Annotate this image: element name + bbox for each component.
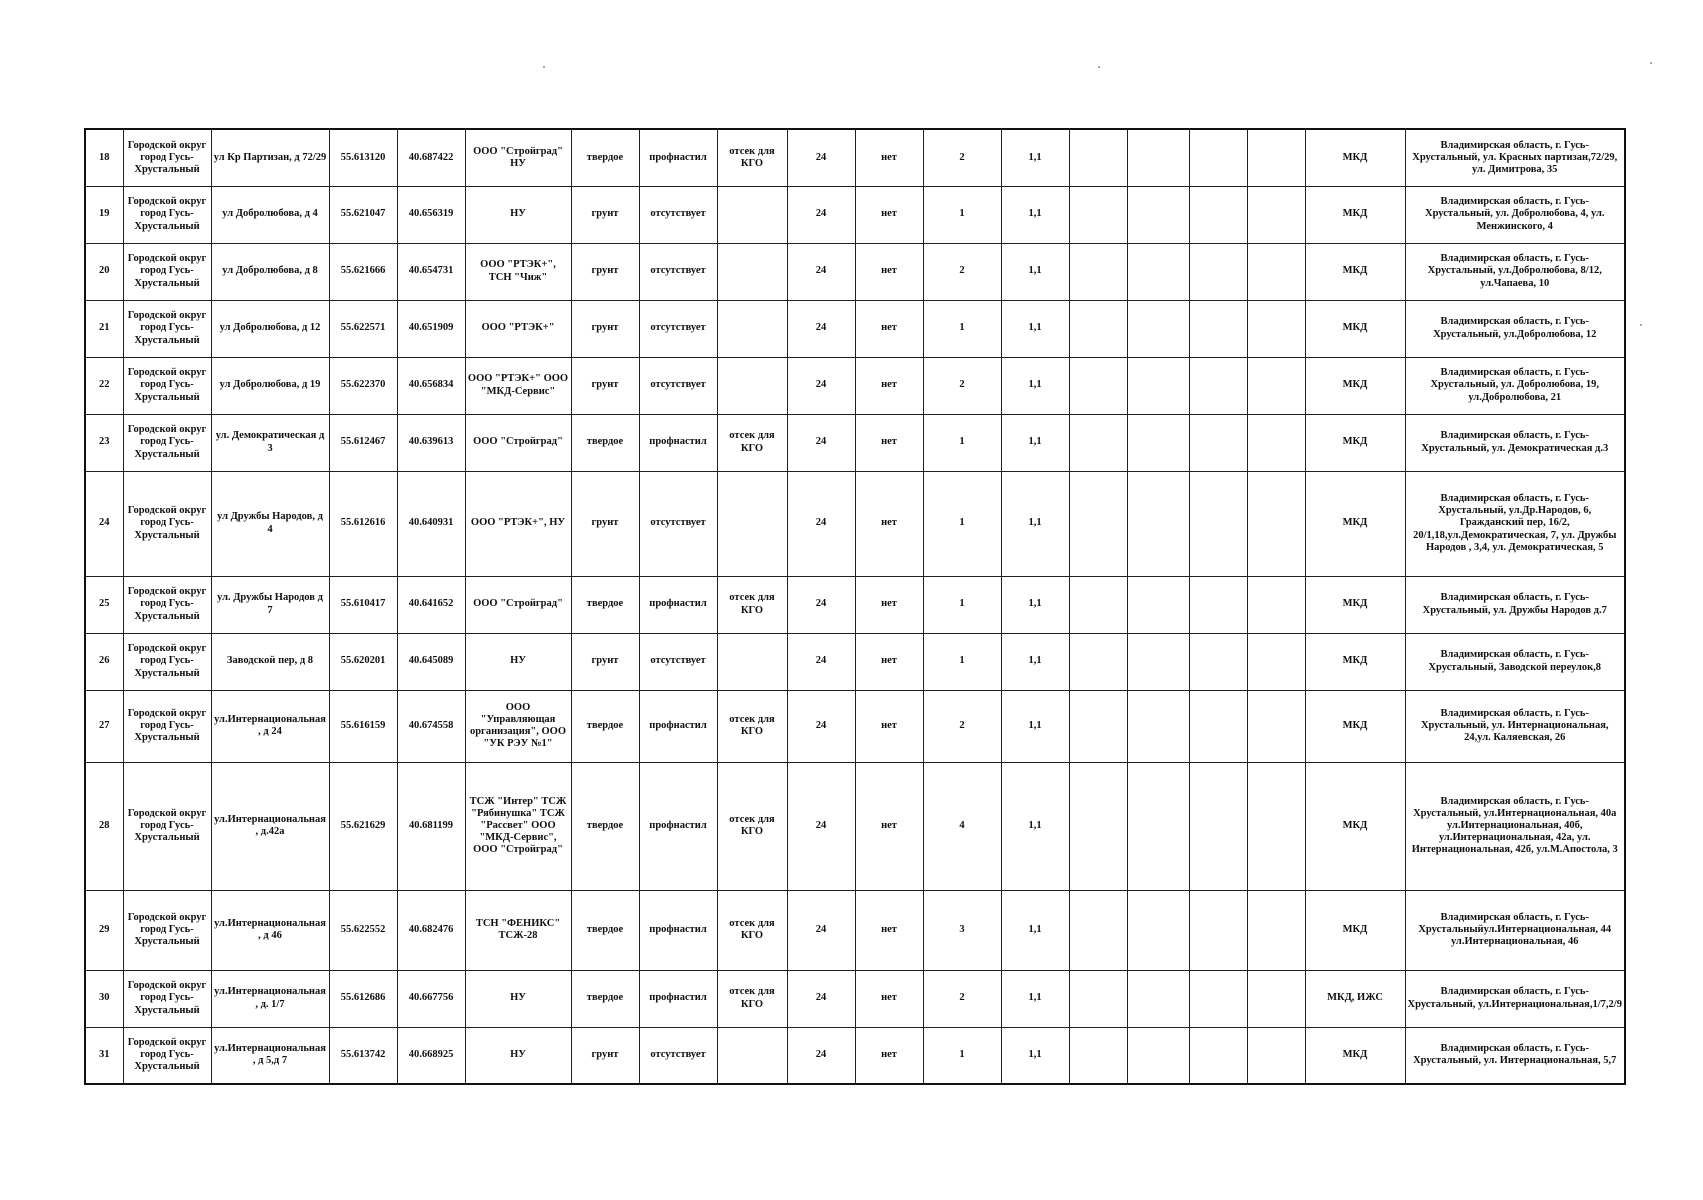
- container-volume-cell: 1,1: [1001, 890, 1069, 970]
- scan-speck: [543, 66, 545, 68]
- fence-cell: профнастил: [639, 414, 717, 471]
- canopy-cell: нет: [855, 357, 923, 414]
- row-number: 31: [85, 1027, 123, 1084]
- waste-sites-table: [84, 128, 1626, 1085]
- longitude-cell: 40.667756: [397, 970, 465, 1027]
- served-addresses-cell: Владимирская область, г. Гусь-Хрустальный, ул. Добролюбова, 19, ул.Добролюбова, 21: [1405, 357, 1625, 414]
- table-row: [85, 576, 1625, 633]
- fence-cell: профнастил: [639, 970, 717, 1027]
- served-addresses-cell: Владимирская область, г. Гусь-Хрустальный, ул. Дружбы Народов д.7: [1405, 576, 1625, 633]
- address-cell: ул.Интернациональная, д 46: [211, 890, 329, 970]
- latitude-cell: 55.621629: [329, 762, 397, 890]
- row-number: 26: [85, 633, 123, 690]
- fence-cell: профнастил: [639, 890, 717, 970]
- canopy-cell: нет: [855, 471, 923, 576]
- kgo-cell: [717, 1027, 787, 1084]
- table-row: [85, 414, 1625, 471]
- table-row: [85, 762, 1625, 890]
- empty-cell: [1127, 414, 1189, 471]
- address-cell: ул Добролюбова, д 19: [211, 357, 329, 414]
- empty-cell: [1127, 762, 1189, 890]
- table-row: [85, 186, 1625, 243]
- latitude-cell: 55.616159: [329, 690, 397, 762]
- area-cell: 24: [787, 129, 855, 186]
- served-addresses-cell: Владимирская область, г. Гусь-Хрустальный, ул. Интернациональная, 5,7: [1405, 1027, 1625, 1084]
- empty-cell: [1247, 300, 1305, 357]
- area-cell: 24: [787, 633, 855, 690]
- container-count-cell: 1: [923, 300, 1001, 357]
- empty-cell: [1189, 690, 1247, 762]
- container-count-cell: 1: [923, 414, 1001, 471]
- longitude-cell: 40.651909: [397, 300, 465, 357]
- longitude-cell: 40.656319: [397, 186, 465, 243]
- kgo-cell: [717, 243, 787, 300]
- row-number: 30: [85, 970, 123, 1027]
- empty-cell: [1247, 414, 1305, 471]
- kgo-cell: отсек для КГО: [717, 762, 787, 890]
- owner-cell: НУ: [465, 970, 571, 1027]
- served-addresses-cell: Владимирская область, г. Гусь-Хрустальный, ул. Красных партизан,72/29, ул. Димитрова, 35: [1405, 129, 1625, 186]
- address-cell: ул Кр Партизан, д 72/29: [211, 129, 329, 186]
- canopy-cell: нет: [855, 690, 923, 762]
- address-cell: ул Дружбы Народов, д 4: [211, 471, 329, 576]
- area-cell: 24: [787, 762, 855, 890]
- canopy-cell: нет: [855, 186, 923, 243]
- empty-cell: [1069, 633, 1127, 690]
- owner-cell: НУ: [465, 186, 571, 243]
- container-count-cell: 1: [923, 1027, 1001, 1084]
- empty-cell: [1189, 1027, 1247, 1084]
- area-cell: 24: [787, 300, 855, 357]
- area-cell: 24: [787, 970, 855, 1027]
- kgo-cell: [717, 471, 787, 576]
- canopy-cell: нет: [855, 129, 923, 186]
- empty-cell: [1127, 186, 1189, 243]
- area-cell: 24: [787, 414, 855, 471]
- table-row: [85, 471, 1625, 576]
- container-volume-cell: 1,1: [1001, 471, 1069, 576]
- empty-cell: [1189, 970, 1247, 1027]
- municipality-cell: Городской округ город Гусь-Хрустальный: [123, 414, 211, 471]
- surface-cell: твердое: [571, 414, 639, 471]
- owner-cell: ООО "Стройград": [465, 414, 571, 471]
- scan-speck: [1650, 62, 1652, 64]
- empty-cell: [1247, 129, 1305, 186]
- canopy-cell: нет: [855, 576, 923, 633]
- building-type-cell: МКД: [1305, 300, 1405, 357]
- area-cell: 24: [787, 471, 855, 576]
- building-type-cell: МКД: [1305, 414, 1405, 471]
- fence-cell: отсутствует: [639, 357, 717, 414]
- empty-cell: [1247, 890, 1305, 970]
- surface-cell: твердое: [571, 129, 639, 186]
- fence-cell: отсутствует: [639, 300, 717, 357]
- surface-cell: грунт: [571, 186, 639, 243]
- container-volume-cell: 1,1: [1001, 300, 1069, 357]
- canopy-cell: нет: [855, 633, 923, 690]
- building-type-cell: МКД: [1305, 471, 1405, 576]
- address-cell: ул. Дружбы Народов д 7: [211, 576, 329, 633]
- empty-cell: [1069, 576, 1127, 633]
- row-number: 29: [85, 890, 123, 970]
- empty-cell: [1189, 243, 1247, 300]
- fence-cell: отсутствует: [639, 471, 717, 576]
- address-cell: ул Добролюбова, д 8: [211, 243, 329, 300]
- address-cell: Заводской пер, д 8: [211, 633, 329, 690]
- longitude-cell: 40.645089: [397, 633, 465, 690]
- longitude-cell: 40.654731: [397, 243, 465, 300]
- container-volume-cell: 1,1: [1001, 186, 1069, 243]
- area-cell: 24: [787, 186, 855, 243]
- latitude-cell: 55.612467: [329, 414, 397, 471]
- canopy-cell: нет: [855, 970, 923, 1027]
- table-row: [85, 890, 1625, 970]
- row-number: 22: [85, 357, 123, 414]
- owner-cell: ООО "Стройград": [465, 576, 571, 633]
- empty-cell: [1127, 129, 1189, 186]
- latitude-cell: 55.622552: [329, 890, 397, 970]
- owner-cell: ТСЖ "Интер" ТСЖ "Рябинушка" ТСЖ "Рассвет" ООО "МКД-Сервис", ООО "Стройград": [465, 762, 571, 890]
- municipality-cell: Городской округ город Гусь-Хрустальный: [123, 357, 211, 414]
- kgo-cell: [717, 357, 787, 414]
- container-count-cell: 4: [923, 762, 1001, 890]
- served-addresses-cell: Владимирская область, г. Гусь-Хрустальный, Заводской переулок,8: [1405, 633, 1625, 690]
- fence-cell: отсутствует: [639, 1027, 717, 1084]
- surface-cell: твердое: [571, 576, 639, 633]
- surface-cell: твердое: [571, 890, 639, 970]
- empty-cell: [1127, 690, 1189, 762]
- latitude-cell: 55.610417: [329, 576, 397, 633]
- container-count-cell: 1: [923, 633, 1001, 690]
- surface-cell: грунт: [571, 243, 639, 300]
- owner-cell: ООО "РТЭК+", НУ: [465, 471, 571, 576]
- row-number: 21: [85, 300, 123, 357]
- empty-cell: [1069, 243, 1127, 300]
- table-row: [85, 300, 1625, 357]
- owner-cell: ООО "Управляющая организация", ООО "УК РЭУ №1": [465, 690, 571, 762]
- address-cell: ул.Интернациональная, д.42а: [211, 762, 329, 890]
- container-volume-cell: 1,1: [1001, 762, 1069, 890]
- row-number: 28: [85, 762, 123, 890]
- municipality-cell: Городской округ город Гусь-Хрустальный: [123, 762, 211, 890]
- empty-cell: [1069, 970, 1127, 1027]
- kgo-cell: отсек для КГО: [717, 576, 787, 633]
- kgo-cell: отсек для КГО: [717, 890, 787, 970]
- empty-cell: [1069, 471, 1127, 576]
- building-type-cell: МКД: [1305, 1027, 1405, 1084]
- table-row: [85, 690, 1625, 762]
- canopy-cell: нет: [855, 243, 923, 300]
- building-type-cell: МКД: [1305, 576, 1405, 633]
- empty-cell: [1127, 890, 1189, 970]
- fence-cell: отсутствует: [639, 633, 717, 690]
- empty-cell: [1247, 762, 1305, 890]
- empty-cell: [1069, 1027, 1127, 1084]
- latitude-cell: 55.621666: [329, 243, 397, 300]
- fence-cell: профнастил: [639, 690, 717, 762]
- latitude-cell: 55.622370: [329, 357, 397, 414]
- empty-cell: [1127, 471, 1189, 576]
- row-number: 25: [85, 576, 123, 633]
- latitude-cell: 55.612616: [329, 471, 397, 576]
- container-volume-cell: 1,1: [1001, 129, 1069, 186]
- container-volume-cell: 1,1: [1001, 633, 1069, 690]
- building-type-cell: МКД: [1305, 357, 1405, 414]
- empty-cell: [1247, 970, 1305, 1027]
- building-type-cell: МКД: [1305, 690, 1405, 762]
- kgo-cell: [717, 633, 787, 690]
- municipality-cell: Городской округ город Гусь-Хрустальный: [123, 243, 211, 300]
- longitude-cell: 40.682476: [397, 890, 465, 970]
- empty-cell: [1189, 471, 1247, 576]
- municipality-cell: Городской округ город Гусь-Хрустальный: [123, 690, 211, 762]
- building-type-cell: МКД: [1305, 243, 1405, 300]
- area-cell: 24: [787, 690, 855, 762]
- container-volume-cell: 1,1: [1001, 243, 1069, 300]
- building-type-cell: МКД: [1305, 762, 1405, 890]
- latitude-cell: 55.612686: [329, 970, 397, 1027]
- container-count-cell: 2: [923, 357, 1001, 414]
- owner-cell: ТСН "ФЕНИКС" ТСЖ-28: [465, 890, 571, 970]
- empty-cell: [1069, 357, 1127, 414]
- container-count-cell: 1: [923, 576, 1001, 633]
- empty-cell: [1189, 129, 1247, 186]
- area-cell: 24: [787, 890, 855, 970]
- latitude-cell: 55.622571: [329, 300, 397, 357]
- building-type-cell: МКД: [1305, 890, 1405, 970]
- served-addresses-cell: Владимирская область, г. Гусь-Хрустальный, ул.Интернациональная,1/7,2/9: [1405, 970, 1625, 1027]
- container-count-cell: 2: [923, 243, 1001, 300]
- empty-cell: [1069, 414, 1127, 471]
- surface-cell: грунт: [571, 471, 639, 576]
- container-volume-cell: 1,1: [1001, 1027, 1069, 1084]
- container-count-cell: 3: [923, 890, 1001, 970]
- empty-cell: [1247, 576, 1305, 633]
- row-number: 18: [85, 129, 123, 186]
- surface-cell: грунт: [571, 633, 639, 690]
- longitude-cell: 40.681199: [397, 762, 465, 890]
- served-addresses-cell: Владимирская область, г. Гусь-Хрустальный, ул.Интернациональная, 40а ул.Интернациональная, 40б, ул.Интернациональная, 42а, ул. Интернациональная, 42б, ул.М.Апостола, 3: [1405, 762, 1625, 890]
- address-cell: ул.Интернациональная, д 24: [211, 690, 329, 762]
- table-row: [85, 357, 1625, 414]
- longitude-cell: 40.668925: [397, 1027, 465, 1084]
- empty-cell: [1247, 1027, 1305, 1084]
- row-number: 24: [85, 471, 123, 576]
- empty-cell: [1127, 970, 1189, 1027]
- owner-cell: ООО "РТЭК+" ООО "МКД-Сервис": [465, 357, 571, 414]
- empty-cell: [1069, 186, 1127, 243]
- container-volume-cell: 1,1: [1001, 414, 1069, 471]
- row-number: 19: [85, 186, 123, 243]
- container-volume-cell: 1,1: [1001, 970, 1069, 1027]
- empty-cell: [1069, 300, 1127, 357]
- building-type-cell: МКД: [1305, 186, 1405, 243]
- empty-cell: [1247, 690, 1305, 762]
- address-cell: ул Добролюбова, д 12: [211, 300, 329, 357]
- area-cell: 24: [787, 243, 855, 300]
- address-cell: ул Добролюбова, д 4: [211, 186, 329, 243]
- empty-cell: [1069, 690, 1127, 762]
- municipality-cell: Городской округ город Гусь-Хрустальный: [123, 970, 211, 1027]
- served-addresses-cell: Владимирская область, г. Гусь-Хрустальный, ул. Демократическая д.3: [1405, 414, 1625, 471]
- municipality-cell: Городской округ город Гусь-Хрустальный: [123, 186, 211, 243]
- empty-cell: [1189, 633, 1247, 690]
- surface-cell: твердое: [571, 970, 639, 1027]
- empty-cell: [1127, 357, 1189, 414]
- address-cell: ул.Интернациональная, д 5,д 7: [211, 1027, 329, 1084]
- municipality-cell: Городской округ город Гусь-Хрустальный: [123, 1027, 211, 1084]
- empty-cell: [1189, 300, 1247, 357]
- fence-cell: профнастил: [639, 129, 717, 186]
- surface-cell: грунт: [571, 300, 639, 357]
- municipality-cell: Городской округ город Гусь-Хрустальный: [123, 890, 211, 970]
- surface-cell: твердое: [571, 690, 639, 762]
- empty-cell: [1189, 186, 1247, 243]
- table-row: [85, 243, 1625, 300]
- empty-cell: [1189, 762, 1247, 890]
- surface-cell: грунт: [571, 357, 639, 414]
- row-number: 20: [85, 243, 123, 300]
- scan-speck: [1640, 324, 1642, 326]
- container-count-cell: 1: [923, 186, 1001, 243]
- area-cell: 24: [787, 576, 855, 633]
- empty-cell: [1069, 890, 1127, 970]
- area-cell: 24: [787, 1027, 855, 1084]
- empty-cell: [1247, 243, 1305, 300]
- owner-cell: НУ: [465, 1027, 571, 1084]
- kgo-cell: [717, 186, 787, 243]
- empty-cell: [1247, 357, 1305, 414]
- container-volume-cell: 1,1: [1001, 576, 1069, 633]
- fence-cell: профнастил: [639, 762, 717, 890]
- served-addresses-cell: Владимирская область, г. Гусь-Хрустальный, ул.Др.Народов, 6, Гражданский пер, 16/2, 20/1,18,ул.Демократическая, 7, ул. Дружбы Народов , 3,4, ул. Демократическая, 5: [1405, 471, 1625, 576]
- row-number: 27: [85, 690, 123, 762]
- latitude-cell: 55.613742: [329, 1027, 397, 1084]
- municipality-cell: Городской округ город Гусь-Хрустальный: [123, 471, 211, 576]
- empty-cell: [1127, 300, 1189, 357]
- container-volume-cell: 1,1: [1001, 357, 1069, 414]
- table-row: [85, 129, 1625, 186]
- longitude-cell: 40.687422: [397, 129, 465, 186]
- canopy-cell: нет: [855, 1027, 923, 1084]
- owner-cell: ООО "Стройград" НУ: [465, 129, 571, 186]
- fence-cell: отсутствует: [639, 243, 717, 300]
- empty-cell: [1069, 129, 1127, 186]
- building-type-cell: МКД, ИЖС: [1305, 970, 1405, 1027]
- latitude-cell: 55.621047: [329, 186, 397, 243]
- building-type-cell: МКД: [1305, 129, 1405, 186]
- empty-cell: [1247, 471, 1305, 576]
- empty-cell: [1189, 576, 1247, 633]
- empty-cell: [1127, 1027, 1189, 1084]
- fence-cell: профнастил: [639, 576, 717, 633]
- municipality-cell: Городской округ город Гусь-Хрустальный: [123, 633, 211, 690]
- served-addresses-cell: Владимирская область, г. Гусь-Хрустальный, ул.Добролюбова, 12: [1405, 300, 1625, 357]
- container-count-cell: 2: [923, 129, 1001, 186]
- municipality-cell: Городской округ город Гусь-Хрустальный: [123, 129, 211, 186]
- canopy-cell: нет: [855, 300, 923, 357]
- municipality-cell: Городской округ город Гусь-Хрустальный: [123, 300, 211, 357]
- table-row: [85, 970, 1625, 1027]
- table-body: [85, 129, 1625, 1084]
- served-addresses-cell: Владимирская область, г. Гусь-Хрустальный, ул.Добролюбова, 8/12, ул.Чапаева, 10: [1405, 243, 1625, 300]
- empty-cell: [1247, 633, 1305, 690]
- empty-cell: [1189, 357, 1247, 414]
- empty-cell: [1247, 186, 1305, 243]
- served-addresses-cell: Владимирская область, г. Гусь-Хрустальный, ул. Добролюбова, 4, ул. Менжинского, 4: [1405, 186, 1625, 243]
- latitude-cell: 55.620201: [329, 633, 397, 690]
- container-volume-cell: 1,1: [1001, 690, 1069, 762]
- served-addresses-cell: Владимирская область, г. Гусь-Хрустальный, ул. Интернациональная, 24,ул. Каляевская, 26: [1405, 690, 1625, 762]
- building-type-cell: МКД: [1305, 633, 1405, 690]
- empty-cell: [1127, 243, 1189, 300]
- container-count-cell: 2: [923, 690, 1001, 762]
- kgo-cell: отсек для КГО: [717, 970, 787, 1027]
- longitude-cell: 40.639613: [397, 414, 465, 471]
- table-row: [85, 1027, 1625, 1084]
- area-cell: 24: [787, 357, 855, 414]
- owner-cell: НУ: [465, 633, 571, 690]
- longitude-cell: 40.640931: [397, 471, 465, 576]
- fence-cell: отсутствует: [639, 186, 717, 243]
- surface-cell: грунт: [571, 1027, 639, 1084]
- address-cell: ул.Интернациональная, д. 1/7: [211, 970, 329, 1027]
- container-count-cell: 2: [923, 970, 1001, 1027]
- empty-cell: [1127, 633, 1189, 690]
- empty-cell: [1189, 890, 1247, 970]
- owner-cell: ООО "РТЭК+": [465, 300, 571, 357]
- canopy-cell: нет: [855, 414, 923, 471]
- served-addresses-cell: Владимирская область, г. Гусь-Хрустальныйул.Интернациональная, 44 ул.Интернациональная, 46: [1405, 890, 1625, 970]
- longitude-cell: 40.641652: [397, 576, 465, 633]
- empty-cell: [1127, 576, 1189, 633]
- kgo-cell: отсек для КГО: [717, 414, 787, 471]
- municipality-cell: Городской округ город Гусь-Хрустальный: [123, 576, 211, 633]
- table-row: [85, 633, 1625, 690]
- canopy-cell: нет: [855, 762, 923, 890]
- empty-cell: [1069, 762, 1127, 890]
- latitude-cell: 55.613120: [329, 129, 397, 186]
- row-number: 23: [85, 414, 123, 471]
- surface-cell: твердое: [571, 762, 639, 890]
- address-cell: ул. Демократическая д 3: [211, 414, 329, 471]
- longitude-cell: 40.674558: [397, 690, 465, 762]
- kgo-cell: отсек для КГО: [717, 129, 787, 186]
- owner-cell: ООО "РТЭК+", ТСН "Чиж": [465, 243, 571, 300]
- container-count-cell: 1: [923, 471, 1001, 576]
- kgo-cell: [717, 300, 787, 357]
- scan-speck: [1098, 66, 1100, 68]
- longitude-cell: 40.656834: [397, 357, 465, 414]
- empty-cell: [1189, 414, 1247, 471]
- canopy-cell: нет: [855, 890, 923, 970]
- kgo-cell: отсек для КГО: [717, 690, 787, 762]
- registry-sheet: [84, 128, 1622, 1085]
